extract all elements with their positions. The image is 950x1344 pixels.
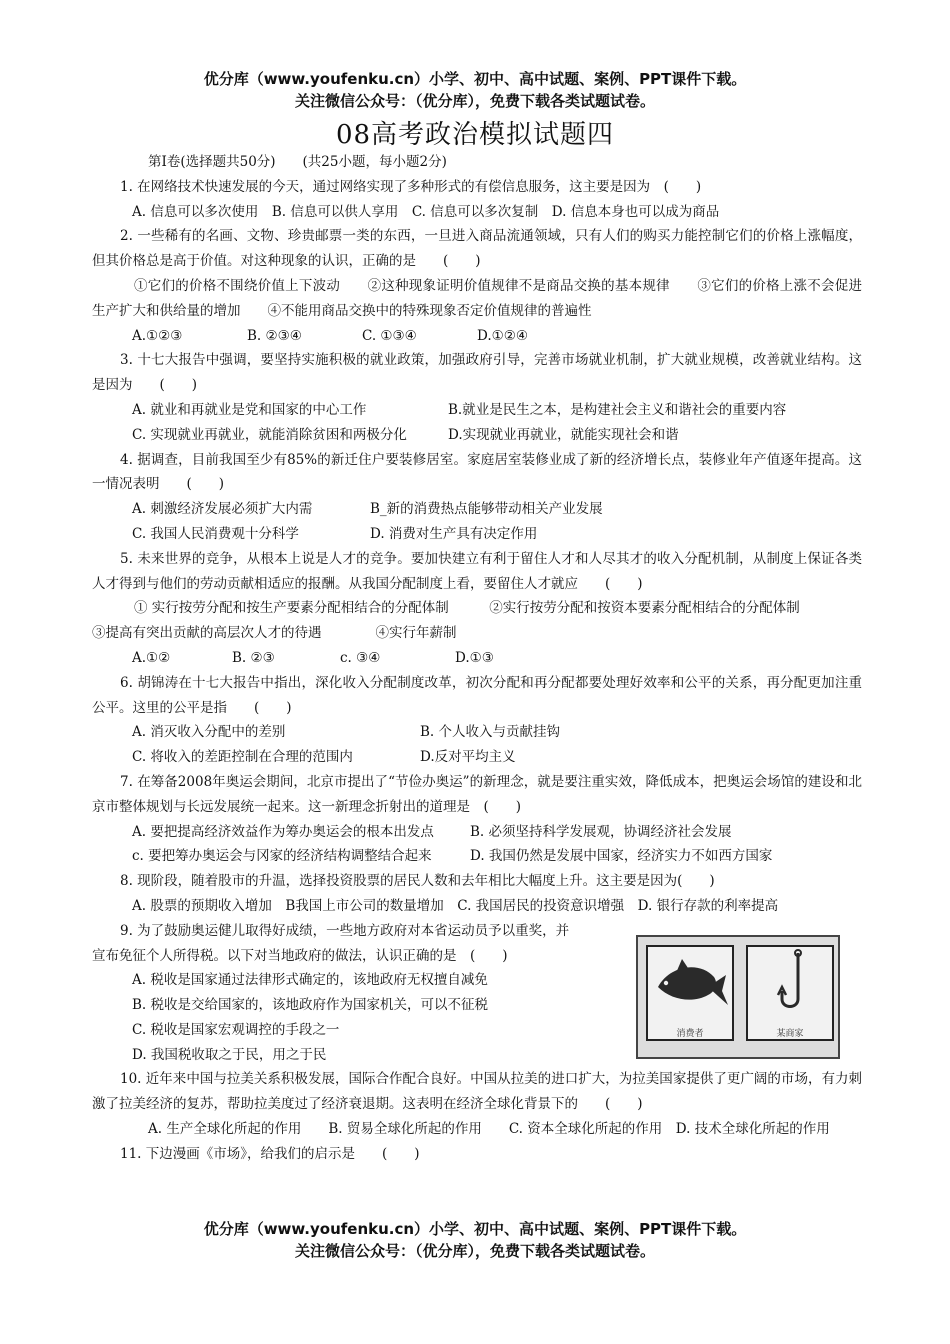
q3-option-b: B.就业是民生之本，是构建社会主义和谐社会的重要内容 — [448, 401, 787, 418]
q5-option-d: D.①③ — [455, 649, 494, 666]
header-line-2: 关注微信公众号：（优分库），免费下载各类试题试卷。 — [294, 92, 655, 110]
q7-options-row2 — [92, 844, 862, 869]
market-cartoon — [636, 935, 840, 1059]
q2-option-b: B. ②③④ — [247, 327, 302, 344]
q2-statements: ①它们的价格不围绕价值上下波动 ②这种现象证明价值规律不是商品交换的基本规律 ③它们的价格上涨不会促进生产扩大和供给量的增加 ④不能用商品交换中的特殊现象否定价值规律的普遍性 — [92, 277, 862, 319]
q6-option-d: D.反对平均主义 — [420, 749, 516, 766]
q9-option-b: B. 税收是交给国家的，该地政府作为国家机关，可以不征税 — [132, 997, 489, 1014]
q5-statements-2: ③提高有突出贡献的高层次人才的待遇 ④实行年薪制 — [92, 625, 457, 642]
q7-options-row1 — [92, 820, 862, 845]
q1-options: A. 信息可以多次使用 B. 信息可以供人享用 C. 信息可以多次复制 D. 信息本身也可以成为商品 — [132, 203, 720, 220]
q5-stem: 5. 未来世界的竞争，从根本上说是人才的竞争。要加快建立有利于留住人才和人尽其才的收入分配机制，从制度上保证各类人才得到与他们的劳动贡献相适应的报酬。从我国分配制度上看，要留住人才就应 ( ) — [92, 550, 862, 592]
q2-option-a: A.①②③ — [132, 327, 183, 344]
q3-option-c: C. 实现就业再就业，就能消除贫困和两极分化 — [132, 426, 407, 443]
q2-option-d: D.①②④ — [477, 327, 528, 344]
fishhook-icon — [748, 947, 832, 1017]
q9-stem-line2: 宣布免征个人所得税。以下对当地政府的做法，认识正确的是 ( ) — [92, 947, 508, 964]
header-line-1: 优分库（www.youfenku.cn）小学、初中、高中试题、案例、PPT课件下载。 — [203, 70, 747, 88]
q5-statements-1: ① 实行按劳分配和按生产要素分配相结合的分配体制 ②实行按劳分配和按资本要素分配相结合的分配体制 — [134, 600, 800, 617]
q10-stem: 10. 近年来中国与拉美关系积极发展，国际合作配合良好。中国从拉美的进口扩大，为拉美国家提供了更广阔的市场，有力刺激了拉美经济的复苏，帮助拉美度过了经济衰退期。这表明在经济全球化背景下的 ( ) — [92, 1071, 862, 1113]
q5-option-c: c. ③④ — [340, 649, 381, 666]
q5-option-b: B. ②③ — [232, 649, 275, 666]
page-title: 08高考政治模拟试题四 — [335, 120, 615, 150]
q9-option-a: A. 税收是国家通过法律形式确定的，该地政府无权擅自减免 — [132, 972, 488, 989]
q7-option-d: D. 我国仍然是发展中国家，经济实力不如西方国家 — [470, 848, 773, 865]
q3-option-d: D.实现就业再就业，就能实现社会和谐 — [448, 426, 679, 443]
q4-option-d: D. 消费对生产具有决定作用 — [370, 525, 538, 542]
q7-option-a: A. 要把提高经济效益作为筹办奥运会的根本出发点 — [132, 823, 434, 840]
q4-options-row1 — [92, 497, 862, 522]
watermark-header — [0, 68, 950, 112]
q8-options: A. 股票的预期收入增加 B我国上市公司的数量增加 C. 我国居民的投资意识增强 D. 银行存款的利率提高 — [132, 897, 779, 914]
q7-stem: 7. 在筹备2008年奥运会期间，北京市提出了“节俭办奥运”的新理念，就是要注重实效，降低成本，把奥运会场馆的建设和北京市整体规划与长远发展统一起来。这一新理念折射出的道理是 ( ) — [92, 773, 862, 815]
q3-stem: 3. 十七大报告中强调，要坚持实施积极的就业政策，加强政府引导，完善市场就业机制，扩大就业规模，改善就业结构。这是因为 ( ) — [92, 352, 862, 394]
footer-line-2: 关注微信公众号：（优分库），免费下载各类试题试卷。 — [294, 1242, 655, 1260]
watermark-footer — [0, 1218, 950, 1262]
fish-icon — [648, 947, 732, 1017]
q10-options: A. 生产全球化所起的作用 B. 贸易全球化所起的作用 C. 资本全球化所起的作用 D. 技术全球化所起的作用 — [148, 1121, 830, 1138]
q4-stem: 4. 据调查，目前我国至少有85%的新迁住户要装修居室。家庭居室装修业成了新的经济增长点，装修业年产值逐年提高。这一情况表明 ( ) — [92, 451, 862, 493]
q8-stem: 8. 现阶段，随着股市的升温，选择投资股票的居民人数和去年相比大幅度上升。这主要是因为( ) — [120, 873, 715, 890]
q7-option-b: B. 必须坚持科学发展观，协调经济社会发展 — [470, 823, 732, 840]
q2-option-c: C. ①③④ — [362, 327, 417, 344]
cartoon-right-panel — [746, 945, 834, 1041]
footer-line-1: 优分库（www.youfenku.cn）小学、初中、高中试题、案例、PPT课件下载。 — [203, 1220, 747, 1238]
q9-option-c: C. 税收是国家宏观调控的手段之一 — [132, 1021, 340, 1038]
q7-option-c: c. 要把筹办奥运会与冈家的经济结构调整结合起来 — [132, 848, 432, 865]
q5-options — [92, 646, 862, 671]
q2-options — [92, 324, 862, 349]
q6-option-c: C. 将收入的差距控制在合理的范围内 — [132, 749, 353, 766]
q11-stem: 11. 下边漫画《市场》，给我们的启示是 ( ) — [120, 1145, 420, 1162]
q9-option-d: D. 我国税收取之于民，用之于民 — [132, 1046, 327, 1063]
q4-option-c: C. 我国人民消费观十分科学 — [132, 525, 299, 542]
q1-stem: 1. 在网络技术快速发展的今天，通过网络实现了多种形式的有偿信息服务，这主要是因为 ( ) — [120, 178, 702, 195]
q3-option-a: A. 就业和再就业是党和国家的中心工作 — [132, 401, 367, 418]
q2-stem: 2. 一些稀有的名画、文物、珍贵邮票一类的东西，一旦进入商品流通领域，只有人们的购买力能控制它们的价格上涨幅度，但其价格总是高于价值。对这种现象的认识，正确的是 ( ) — [92, 228, 862, 270]
cartoon-left-panel — [646, 945, 734, 1041]
q4-options-row2 — [92, 522, 862, 547]
q9-stem-line1: 9. 为了鼓励奥运健儿取得好成绩，一些地方政府对本省运动员予以重奖，并 — [120, 922, 570, 939]
cartoon-right-caption: 某商家 — [776, 1029, 804, 1039]
section-intro: 第Ⅰ卷(选择题共50分) (共25小题，每小题2分) — [148, 154, 447, 170]
q6-options-row1 — [92, 720, 862, 745]
q5-option-a: A.①② — [132, 649, 171, 666]
q3-options-row2 — [92, 423, 862, 448]
q4-option-a: A. 刺激经济发展必须扩大内需 — [132, 501, 313, 518]
q6-option-b: B. 个人收入与贡献挂钩 — [420, 724, 561, 741]
cartoon-left-caption: 消费者 — [676, 1029, 704, 1039]
q6-options-row2 — [92, 745, 862, 770]
q6-option-a: A. 消灭收入分配中的差别 — [132, 724, 286, 741]
q4-option-b: B_新的消费热点能够带动相关产业发展 — [370, 501, 603, 518]
q3-options-row1 — [92, 398, 862, 423]
q6-stem: 6. 胡锦涛在十七大报告中指出，深化收入分配制度改革，初次分配和再分配都要处理好效率和公平的关系，再分配更加注重公平。这里的公平是指 ( ) — [92, 674, 862, 716]
